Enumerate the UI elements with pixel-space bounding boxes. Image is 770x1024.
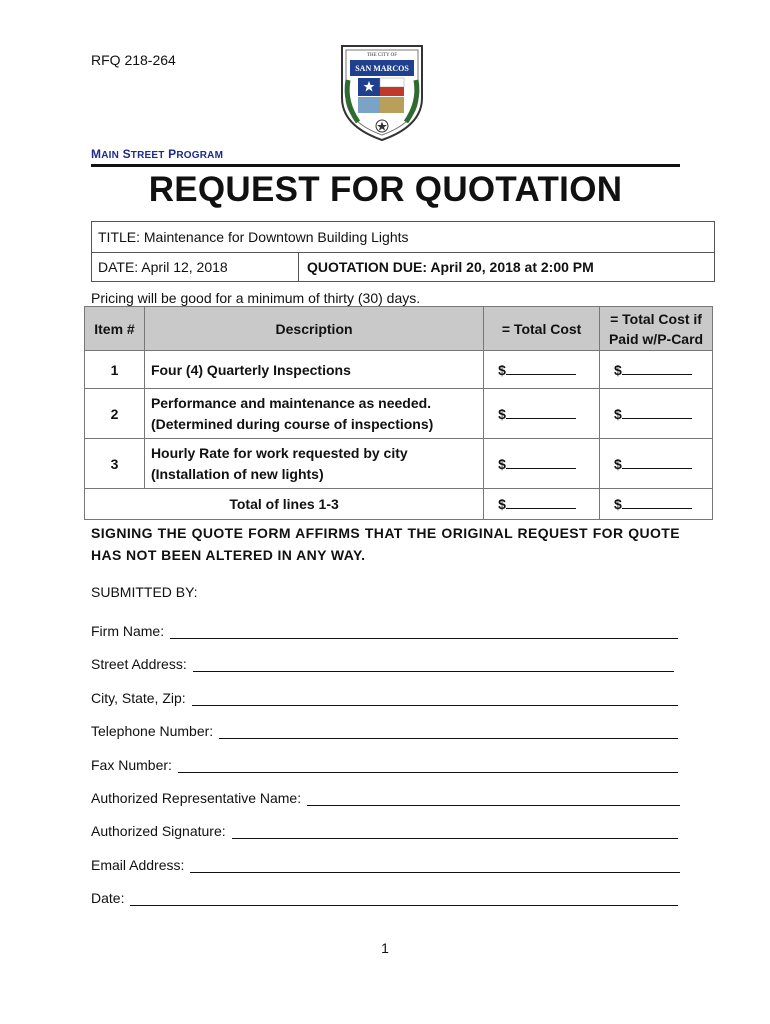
- table-row: [85, 439, 713, 489]
- header-item: Item #: [85, 307, 145, 351]
- page-title: REQUEST FOR QUOTATION: [148, 170, 623, 209]
- san-marcos-city-seal: [336, 40, 428, 142]
- header-total-cost: = Total Cost: [484, 307, 600, 351]
- header-description: Description: [144, 307, 483, 351]
- rfq-number: RFQ 218-264: [91, 52, 176, 68]
- pcard-cost-field[interactable]: $: [600, 389, 713, 439]
- city-state-zip-field[interactable]: City, State, Zip:: [91, 690, 678, 706]
- quotation-due: QUOTATION DUE: April 20, 2018 at 2:00 PM: [307, 259, 594, 275]
- rfq-date: DATE: April 12, 2018: [92, 253, 299, 281]
- quotation-table: [84, 306, 713, 520]
- date-field[interactable]: Date:: [91, 890, 678, 906]
- grand-total-field[interactable]: $: [484, 489, 600, 520]
- item-number: 1: [85, 351, 145, 389]
- affirmation-statement: SIGNING THE QUOTE FORM AFFIRMS THAT THE ORIGINAL REQUEST FOR QUOTE HAS NOT BEEN ALTERED IN ANY WAY.: [91, 525, 680, 563]
- street-address-field[interactable]: Street Address:: [91, 656, 674, 672]
- item-description: Performance and maintenance as needed. (Determined during course of inspections): [144, 389, 483, 439]
- pcard-cost-field[interactable]: $: [600, 351, 713, 389]
- total-cost-field[interactable]: $: [484, 389, 600, 439]
- total-label: Total of lines 1-3: [85, 489, 484, 520]
- header-pcard-cost: = Total Cost if Paid w/P-Card: [600, 307, 713, 351]
- fax-field[interactable]: Fax Number:: [91, 757, 678, 773]
- program-name: MAIN STREET PROGRAM: [91, 147, 224, 161]
- total-cost-field[interactable]: $: [484, 439, 600, 489]
- item-description: Hourly Rate for work requested by city (Installation of new lights): [144, 439, 483, 489]
- item-number: 3: [85, 439, 145, 489]
- telephone-field[interactable]: Telephone Number:: [91, 723, 678, 739]
- pcard-cost-field[interactable]: $: [600, 439, 713, 489]
- total-cost-field[interactable]: $: [484, 351, 600, 389]
- header-rule: [91, 164, 680, 167]
- pricing-note: Pricing will be good for a minimum of thirty (30) days.: [91, 290, 421, 306]
- svg-text:SAN MARCOS: SAN MARCOS: [355, 64, 409, 73]
- svg-text:THE CITY OF: THE CITY OF: [366, 53, 398, 58]
- table-row: [85, 389, 713, 439]
- table-header-row: [85, 307, 713, 351]
- firm-name-field[interactable]: Firm Name:: [91, 623, 678, 639]
- submitted-by-label: SUBMITTED BY:: [91, 584, 198, 600]
- table-total-row: [85, 489, 713, 520]
- item-description: Four (4) Quarterly Inspections: [144, 351, 483, 389]
- table-row: [85, 351, 713, 389]
- item-number: 2: [85, 389, 145, 439]
- authorized-representative-field[interactable]: Authorized Representative Name:: [91, 790, 680, 806]
- rfq-info-box: [91, 221, 715, 282]
- grand-pcard-total-field[interactable]: $: [600, 489, 713, 520]
- rfq-title: TITLE: Maintenance for Downtown Building Lights: [92, 222, 714, 253]
- authorized-signature-field[interactable]: Authorized Signature:: [91, 823, 678, 839]
- page-number: 1: [381, 940, 389, 956]
- email-address-field[interactable]: Email Address:: [91, 857, 680, 873]
